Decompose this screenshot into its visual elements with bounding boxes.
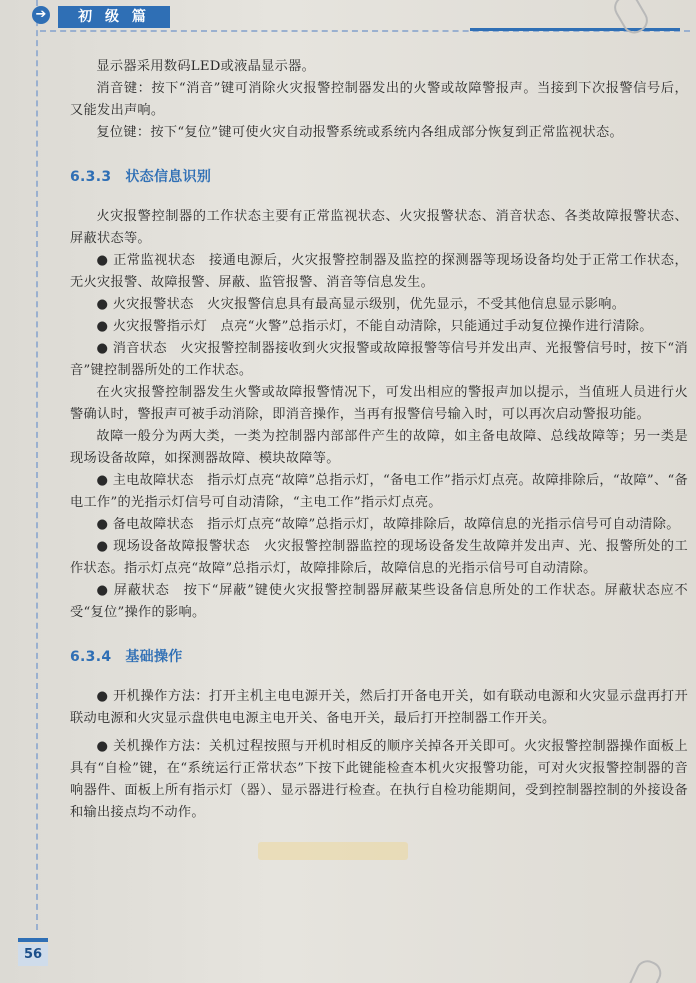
- watermark: [258, 842, 408, 860]
- arrow-right-circle-icon: ➔: [32, 6, 50, 24]
- section-number: 6.3.3: [70, 169, 112, 185]
- binder-clip-icon: [610, 0, 653, 38]
- body-paragraph: 消音键：按下“消音”键可消除火灾报警控制器发出的火警或故障警报声。当接到下次报警信号后，又能发出声响。: [70, 81, 688, 118]
- bullet-paragraph: ● 屏蔽状态 按下“屏蔽”键使火灾报警控制器屏蔽某些设备信息所处的工作状态。屏蔽状态应不受“复位”操作的影响。: [70, 583, 688, 620]
- body-paragraph: 复位键：按下“复位”键可使火灾自动报警系统或系统内各组成部分恢复到正常监视状态。: [96, 125, 623, 140]
- bullet-paragraph: ● 现场设备故障报警状态 火灾报警控制器监控的现场设备发生故障并发出声、光、报警所处的工作状态。指示灯点亮“故障”总指示灯，故障排除后，故障信息的光指示信号可自动清除。: [70, 539, 688, 576]
- margin-rule: [36, 0, 38, 930]
- bullet-paragraph: ● 火灾报警状态 火灾报警信息具有最高显示级别，优先显示，不受其他信息显示影响。: [96, 297, 626, 312]
- body-paragraph: 显示器采用数码LED或液晶显示器。: [96, 59, 316, 74]
- body-paragraph: 火灾报警控制器的工作状态主要有正常监视状态、火灾报警状态、消音状态、各类故障报警状态、屏蔽状态等。: [70, 209, 688, 246]
- section-heading: [70, 646, 688, 668]
- page-number-accent: [18, 938, 48, 942]
- body-paragraph: 故障一般分为两大类，一类为控制器内部部件产生的故障，如主备电故障、总线故障等；另一类是现场设备故障，如探测器故障、模块故障等。: [70, 429, 688, 466]
- body-paragraph: 在火灾报警控制器发生火警或故障报警情况下，可发出相应的警报声加以提示，当值班人员进行火警确认时，警报声可被手动消除，即消音操作，当再有报警信号输入时，可以再次启动警报功能。: [70, 385, 688, 422]
- bullet-paragraph: ● 备电故障状态 指示灯点亮“故障”总指示灯，故障排除后，故障信息的光指示信号可自动清除。: [96, 517, 680, 532]
- bullet-paragraph: ● 开机操作方法：打开主机主电电源开关，然后打开备电开关，如有联动电源和火灾显示盘再打开联动电源和火灾显示盘供电电源主电开关、备电开关，最后打开控制器工作开关。: [70, 689, 688, 726]
- bullet-paragraph: ● 主电故障状态 指示灯点亮“故障”总指示灯，“备电工作”指示灯点亮。故障排除后，“故障”、“备电工作”的光指示灯信号可自动清除，“主电工作”指示灯点亮。: [70, 473, 688, 510]
- page-body: [70, 56, 688, 824]
- binder-clip-icon: [625, 956, 665, 983]
- chapter-header-title: 初 级 篇: [58, 6, 170, 28]
- header-accent-bar: [470, 28, 680, 31]
- section-number: 6.3.4: [70, 649, 112, 665]
- page-number: 56: [18, 944, 48, 966]
- bullet-paragraph: ● 消音状态 火灾报警控制器接收到火灾报警或故障报警等信号并发出声、光报警信号时，按下“消音”键控制器所处的工作状态。: [70, 341, 688, 378]
- bullet-paragraph: ● 关机操作方法：关机过程按照与开机时相反的顺序关掉各开关即可。火灾报警控制器操作面板上具有“自检”键，在“系统运行正常状态”下按下此键能检查本机火灾报警功能，可对火灾报警控制器的音响器件、面板上所有指示灯（器）、显示器进行检查。在执行自检功能期间，受到控制器控制的外接设备和输出接点均不动作。: [70, 739, 688, 820]
- bullet-paragraph: ● 正常监视状态 接通电源后，火灾报警控制器及监控的探测器等现场设备均处于正常工作状态，无火灾报警、故障报警、屏蔽、监管报警、消音等信息发生。: [70, 253, 688, 290]
- bullet-paragraph: ● 火灾报警指示灯 点亮“火警”总指示灯，不能自动清除，只能通过手动复位操作进行清除。: [96, 319, 653, 334]
- section-heading: [70, 166, 688, 188]
- section-title: 基础操作: [125, 649, 183, 665]
- section-title: 状态信息识别: [125, 169, 212, 185]
